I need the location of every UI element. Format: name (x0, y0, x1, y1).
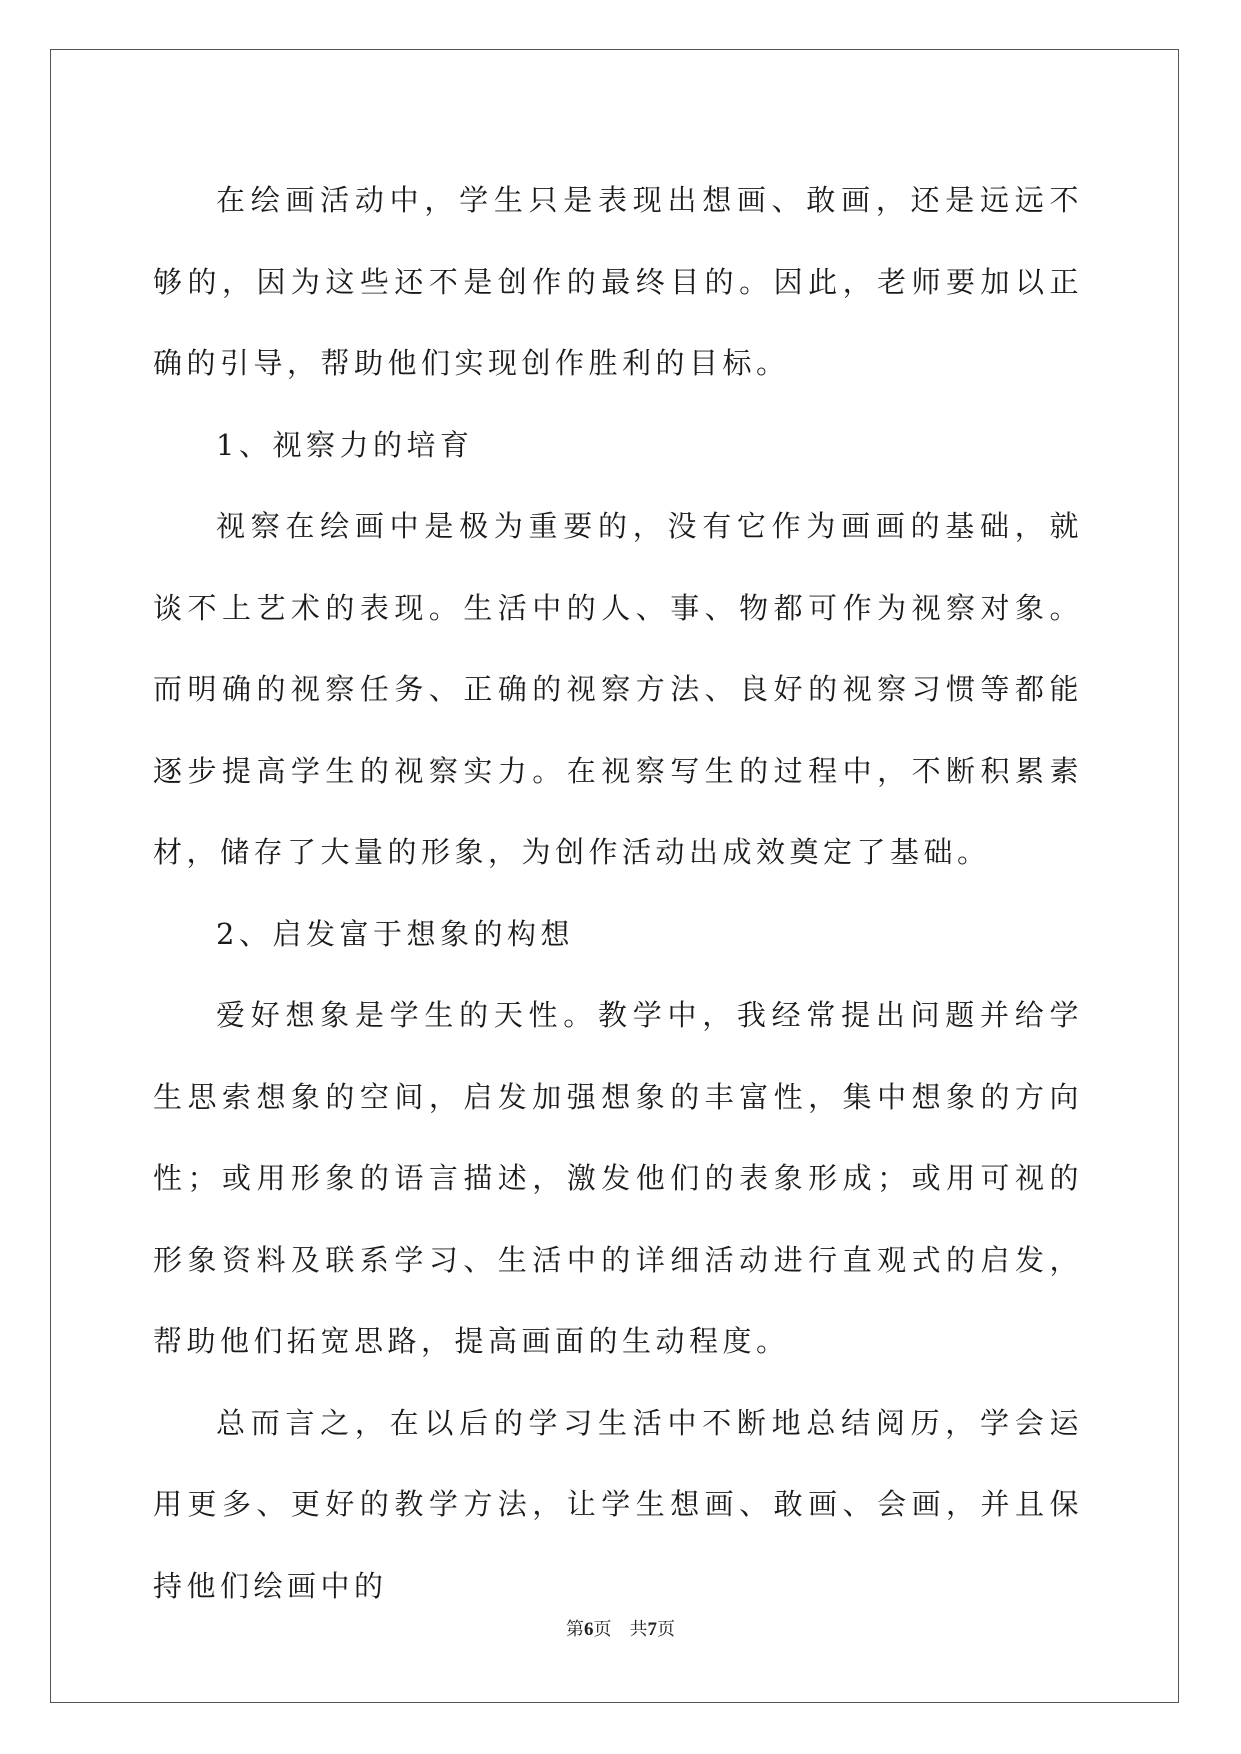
current-page-number: 6 (584, 1619, 594, 1640)
paragraph-observation: 视察在绘画中是极为重要的，没有它作为画画的基础，就谈不上艺术的表现。生活中的人、事、物都可作为视察对象。而明确的视察任务、正确的视察方法、良好的视察习惯等都能逐步提高学生的视察实力。在视察写生的过程中，不断积累素材，储存了大量的形象，为创作活动出成效奠定了基础。 (153, 509, 1083, 869)
paragraph-summary: 总而言之，在以后的学习生活中不断地总结阅历，学会运用更多、更好的教学方法，让学生想画、敢画、会画，并且保持他们绘画中的 (153, 1405, 1083, 1603)
section-heading-observation: 1、视察力的培育 (216, 427, 474, 462)
section-heading-imagination: 2、启发富于想象的构想 (216, 916, 574, 951)
page-suffix: 页 (593, 1619, 612, 1640)
total-suffix: 页 (657, 1619, 675, 1640)
paragraph-imagination: 爱好想象是学生的天性。教学中，我经常提出问题并给学生思索想象的空间，启发加强想象的丰富性，集中想象的方向性；或用形象的语言描述，激发他们的表象形成；或用可视的形象资料及联系学习、生活中的详细活动进行直观式的启发，帮助他们拓宽思路，提高画面的生动程度。 (153, 998, 1083, 1358)
document-body (153, 160, 1083, 1627)
page-prefix: 第 (566, 1619, 584, 1640)
paragraph-conclusion-intro: 在绘画活动中，学生只是表现出想画、敢画，还是远远不够的，因为这些还不是创作的最终目的。因此，老师要加以正确的引导，帮助他们实现创作胜利的目标。 (153, 183, 1083, 380)
total-page-number: 7 (647, 1619, 657, 1640)
page-footer (0, 1615, 1241, 1641)
total-prefix: 共 (629, 1619, 648, 1640)
